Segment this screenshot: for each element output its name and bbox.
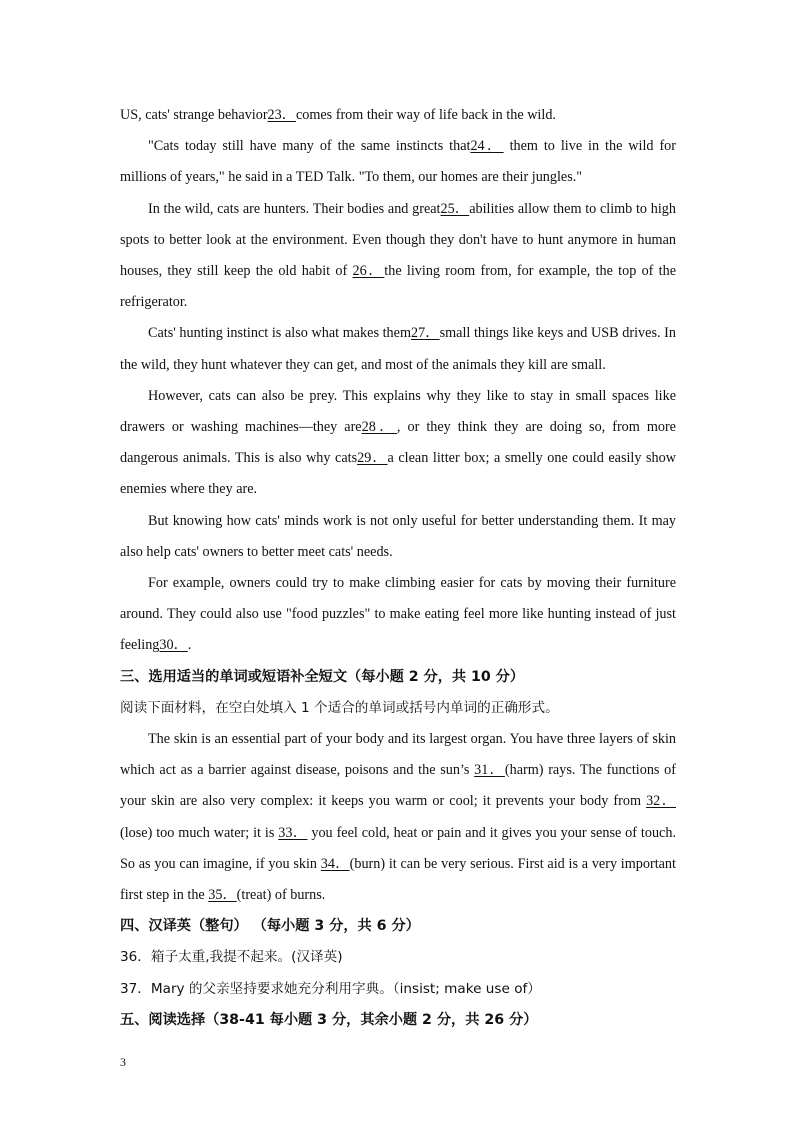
blank-27: 27． <box>411 325 440 342</box>
blank-32: 32． <box>646 793 676 810</box>
page-content <box>120 100 676 1036</box>
passage-paragraph-1 <box>120 100 676 131</box>
text-segment: (burn) it can be very serious. First aid is a very important first step in the <box>120 855 676 904</box>
blank-30: 30． <box>159 637 188 654</box>
passage-paragraph-5 <box>120 381 676 506</box>
blank-28: 28． <box>361 419 397 436</box>
passage-paragraph-4 <box>120 318 676 380</box>
text-segment: (harm) rays. The functions of your skin are also very complex: it keeps you warm or cool; it prevents your body from <box>120 762 676 810</box>
text-segment: . <box>187 637 192 654</box>
blank-25: 25． <box>440 200 470 217</box>
text-segment: a clean litter box; a smelly one could easily show enemies where they are. <box>120 450 676 498</box>
text-segment: "Cats today still have many of the same instincts that <box>148 138 471 155</box>
blank-24: 24． <box>470 138 504 155</box>
section-3-passage <box>120 724 676 911</box>
text-segment: For example, owners could try to make climbing easier for cats by moving their furniture around. They could also use "food puzzles" to make eating feel more like hunting instead of just feeling <box>120 575 676 654</box>
question-36: 36．箱子太重,我提不起来。(汉译英) <box>120 949 343 966</box>
text-segment: US, cats' strange behavior <box>120 107 268 123</box>
section-4-heading: 四、汉译英（整句） （每小题 3 分，共 6 分） <box>120 918 420 935</box>
passage-paragraph-2 <box>120 131 676 193</box>
text-segment: you feel cold, heat or pain and it gives you your sense of touch. So as you can imagine, if you skin <box>120 824 676 872</box>
text-segment: Cats' hunting instinct is also what makes them <box>148 325 411 342</box>
section-3-heading: 三、选用适当的单词或短语补全短文（每小题 2 分，共 10 分） <box>120 668 525 685</box>
blank-35: 35． <box>208 887 237 904</box>
passage-paragraph-7 <box>120 568 676 662</box>
page-number: 3 <box>120 1055 126 1069</box>
text-segment: The skin is an essential part of your body and its largest organ. You have three layers of skin which act as a barrier against disease, poisons and the sun’s <box>120 731 676 779</box>
blank-31: 31． <box>474 762 505 779</box>
text-segment: small things like keys and USB drives. In the wild, they hunt whatever they can get, and most of the animals they kill are small. <box>120 325 676 373</box>
text-segment: However, cats can also be prey. This explains why they like to stay in small spaces like drawers or washing machines—they are <box>120 387 676 436</box>
text-segment: them to live in the wild for millions of years," he said in a TED Talk. "To them, our homes are their jungles." <box>120 138 677 186</box>
section-5-heading: 五、阅读选择（38-41 每小题 3 分，其余小题 2 分，共 26 分） <box>120 1011 538 1028</box>
section-3-instruction: 阅读下面材料，在空白处填入 1 个适合的单词或括号内单词的正确形式。 <box>120 699 559 716</box>
passage-paragraph-6: But knowing how cats' minds work is not only useful for better understanding them. It may also help cats' owners to better meet cats' needs. <box>120 512 676 560</box>
passage-paragraph-3 <box>120 194 676 319</box>
text-segment: (treat) of burns. <box>236 887 326 904</box>
text-segment: In the wild, cats are hunters. Their bodies and great <box>148 200 441 217</box>
text-segment: the living room from, for example, the top of the refrigerator. <box>120 263 676 311</box>
blank-34: 34． <box>320 855 350 872</box>
blank-26: 26． <box>352 263 385 280</box>
blank-23: 23． <box>267 107 296 123</box>
text-segment: comes from their way of life back in the wild. <box>295 107 556 123</box>
blank-29: 29． <box>357 450 388 467</box>
text-segment: (lose) too much water; it is <box>120 824 279 841</box>
text-segment: , or they think they are doing so, from more dangerous animals. This is also why cats <box>120 419 676 467</box>
question-37: 37．Mary 的父亲坚持要求她充分利用字典。（insist; make use of） <box>120 980 541 997</box>
text-segment: abilities allow them to climb to high spots to better look at the environment. Even though they don't have to hunt anymore in human houses, they still keep the old habit of <box>120 200 676 280</box>
blank-33: 33． <box>278 824 308 841</box>
